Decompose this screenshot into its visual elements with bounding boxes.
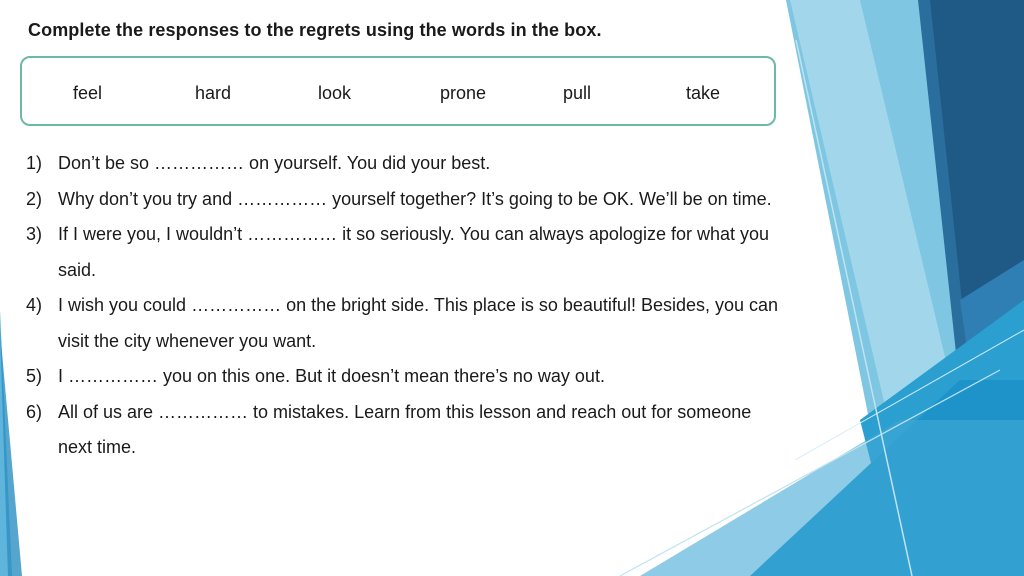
item-number: 6) — [26, 401, 43, 422]
exercise-item — [26, 359, 786, 395]
exercise-item — [26, 217, 786, 288]
item-text: All of us are …………… to mistakes. Learn from this lesson and reach out for someone next time. — [58, 401, 752, 457]
word-box-item: feel — [73, 83, 103, 103]
item-text: If I were you, I wouldn’t …………… it so seriously. You can always apologize for what you said. — [58, 224, 769, 280]
exercise-item — [26, 395, 786, 466]
exercise-list — [26, 146, 786, 466]
item-number: 4) — [26, 295, 43, 315]
word-box — [20, 56, 776, 126]
instruction-heading: Complete the responses to the regrets using the words in the box. — [28, 20, 602, 40]
exercise-item — [26, 288, 786, 359]
word-box-item: take — [686, 83, 721, 103]
item-text: I wish you could …………… on the bright side. This place is so beautiful! Besides, you can visit the city whenever you want. — [58, 295, 779, 351]
item-number: 5) — [26, 366, 43, 386]
item-text: Don’t be so …………… on yourself. You did your best. — [58, 153, 491, 173]
item-number: 3) — [26, 224, 43, 244]
word-box-item: pull — [563, 83, 592, 103]
word-box-item: hard — [195, 83, 232, 103]
exercise-item — [26, 146, 786, 182]
exercise-item — [26, 182, 786, 218]
word-box-item: prone — [440, 83, 487, 103]
item-number: 2) — [26, 188, 43, 209]
word-box-item: look — [318, 83, 352, 103]
item-number: 1) — [26, 153, 43, 173]
item-text: I …………… you on this one. But it doesn’t mean there’s no way out. — [58, 366, 605, 386]
item-text: Why don’t you try and …………… yourself together? It’s going to be OK. We’ll be on time. — [58, 188, 772, 209]
